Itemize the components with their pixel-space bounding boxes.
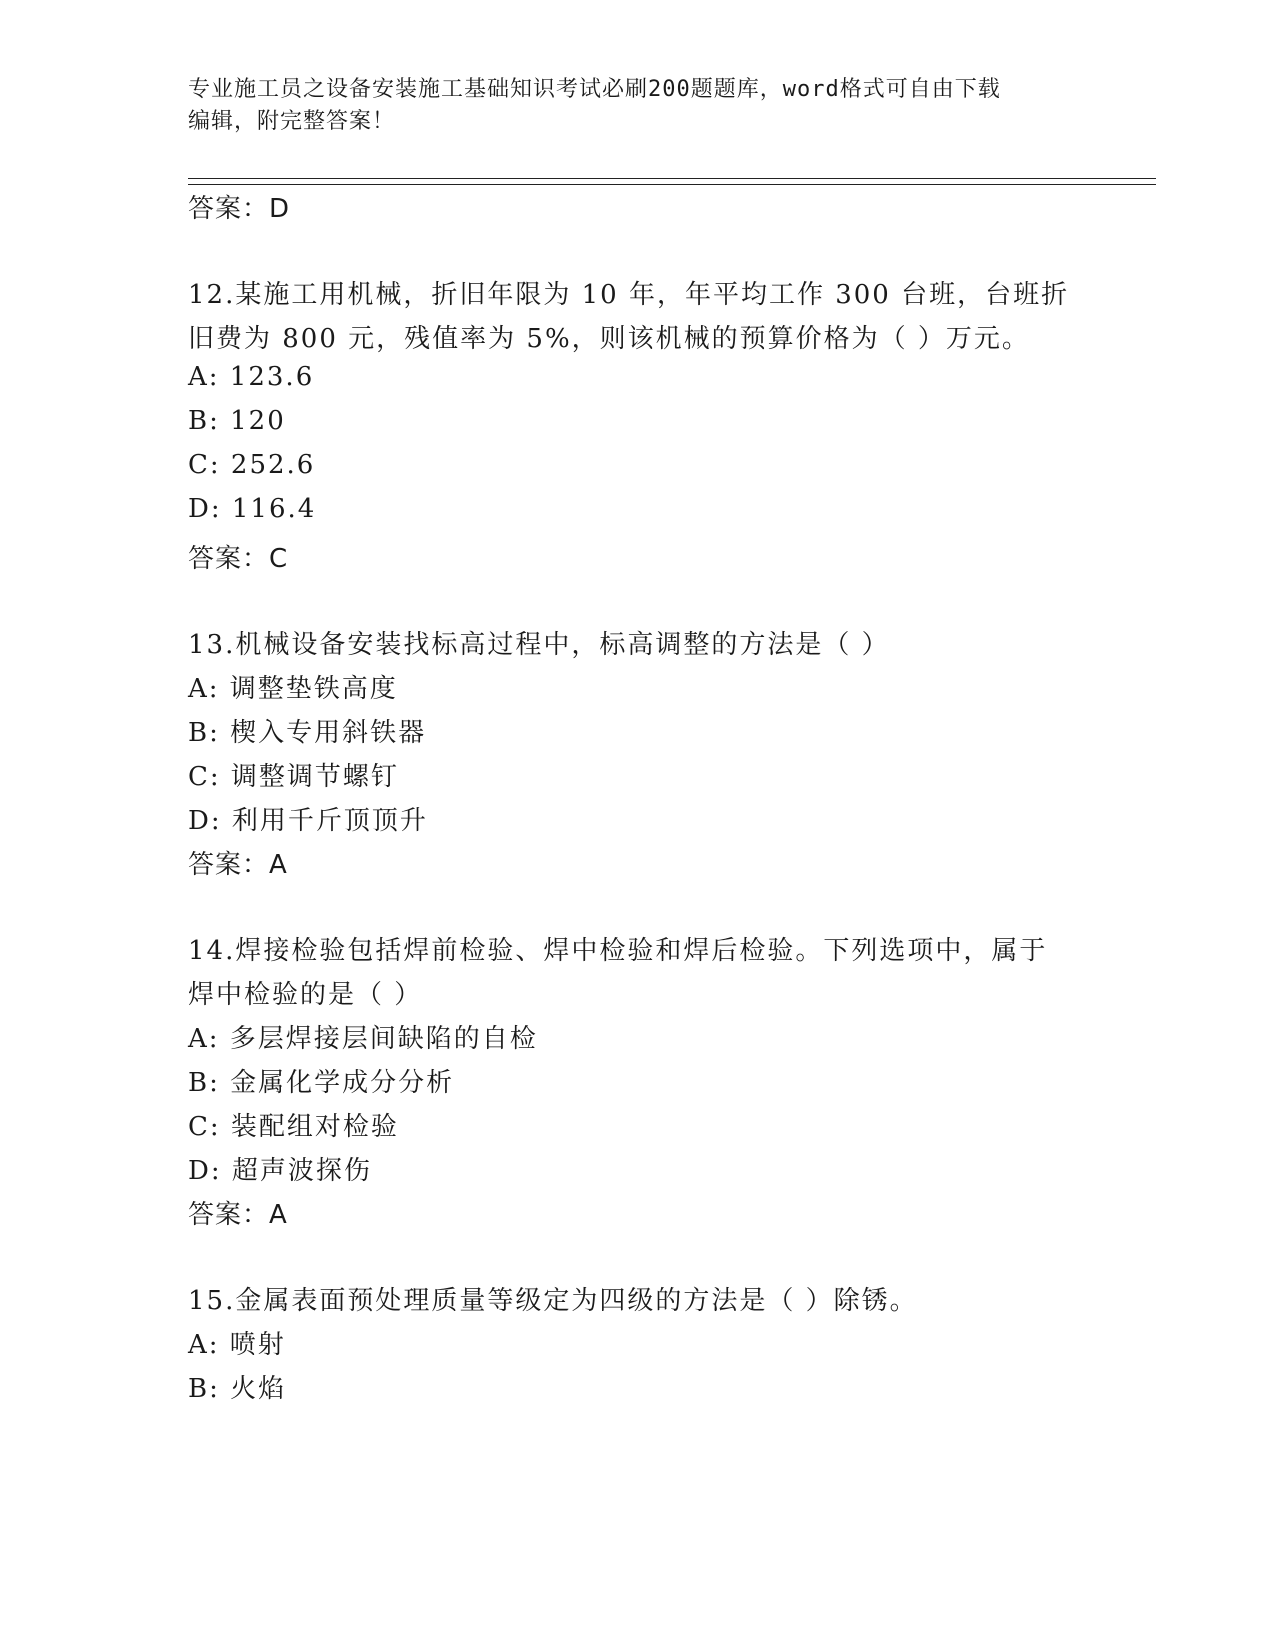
question-14-stem-line-1: 14.焊接检验包括焊前检验、焊中检验和焊后检验。下列选项中，属于 (188, 936, 1048, 966)
question-12-option-b: B: 120 (188, 406, 286, 436)
question-12-option-a: A: 123.6 (188, 362, 315, 392)
question-14-answer: 答案：A (188, 1200, 288, 1230)
header-title-line-2: 编辑，附完整答案！ (188, 109, 396, 134)
question-14-option-c: C: 装配组对检验 (188, 1112, 399, 1142)
question-12-option-c: C: 252.6 (188, 450, 316, 480)
question-14-option-a: A: 多层焊接层间缺陷的自检 (188, 1024, 538, 1054)
document-header (188, 74, 1078, 138)
question-15-stem-line-1: 15.金属表面预处理质量等级定为四级的方法是（ ）除锈。 (188, 1286, 918, 1316)
header-title-line-1: 专业施工员之设备安装施工基础知识考试必刷200题题库，word格式可自由下载 (188, 77, 1001, 102)
question-14-stem-line-2: 焊中检验的是（ ） (188, 980, 423, 1010)
header-divider-bottom (188, 184, 1156, 185)
question-13-option-b: B: 楔入专用斜铁器 (188, 718, 427, 748)
header-divider-top (188, 178, 1156, 179)
question-13-answer: 答案：A (188, 850, 288, 880)
question-13-option-d: D: 利用千斤顶顶升 (188, 806, 428, 836)
question-14-option-b: B: 金属化学成分分析 (188, 1068, 455, 1098)
question-15-option-b: B: 火焰 (188, 1374, 287, 1404)
question-13-stem-line-1: 13.机械设备安装找标高过程中，标高调整的方法是（ ） (188, 630, 890, 660)
question-13-option-a: A: 调整垫铁高度 (188, 674, 398, 704)
question-14-option-d: D: 超声波探伤 (188, 1156, 372, 1186)
question-12-stem-line-2: 旧费为 800 元，残值率为 5%，则该机械的预算价格为（ ）万元。 (188, 324, 1030, 354)
question-12-answer: 答案：C (188, 544, 289, 574)
question-15-option-a: A: 喷射 (188, 1330, 286, 1360)
question-12-stem-line-1: 12.某施工用机械，折旧年限为 10 年，年平均工作 300 台班，台班折 (188, 280, 1070, 310)
question-12-option-d: D: 116.4 (188, 494, 317, 524)
question-13-option-c: C: 调整调节螺钉 (188, 762, 399, 792)
answer-11: 答案：D (188, 194, 291, 224)
